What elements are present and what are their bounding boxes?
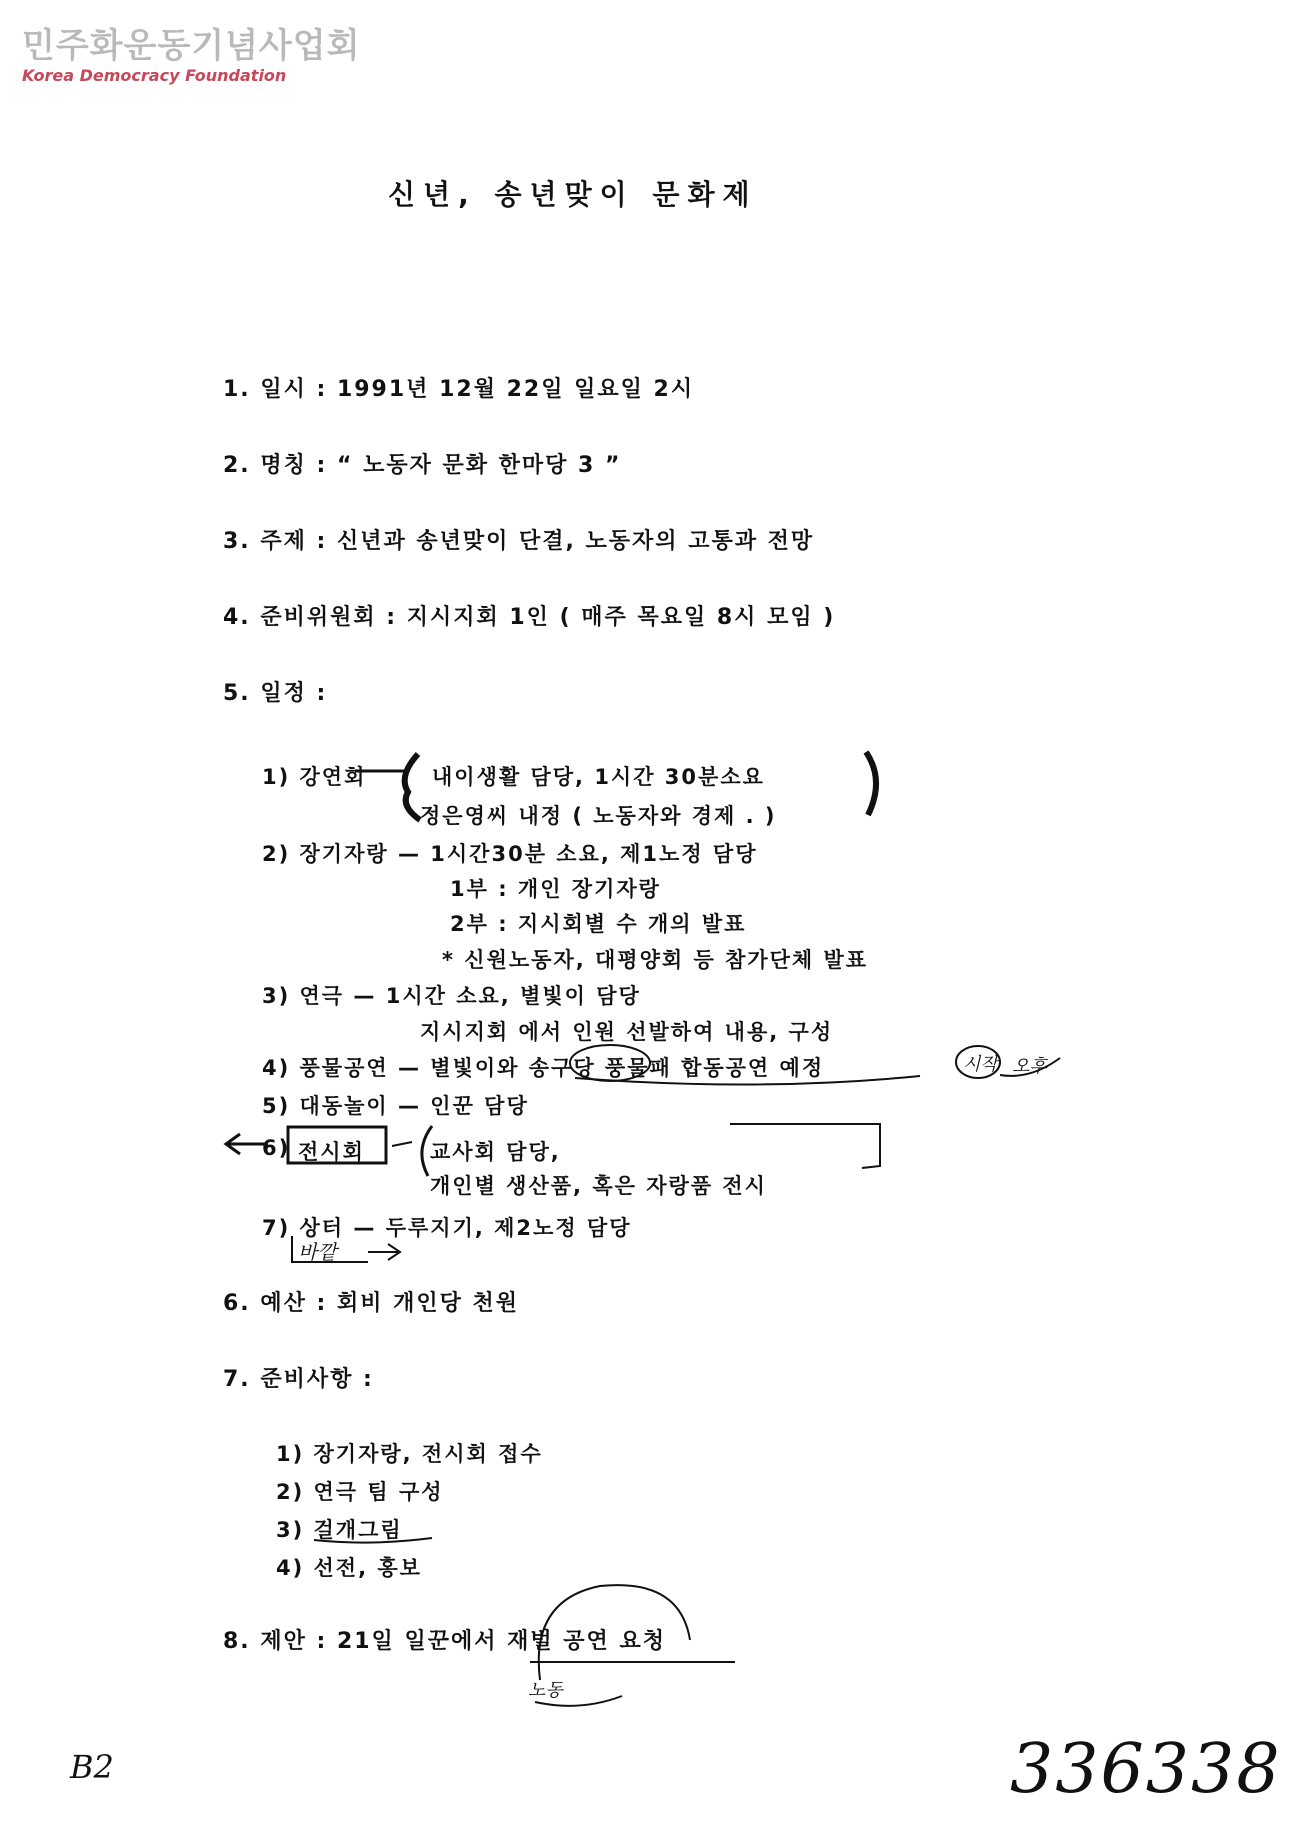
exhibition-left-arrow — [226, 1134, 268, 1154]
item-schedule-heading: 5. 일정 : — [223, 681, 328, 706]
item-preparation-heading: 7. 준비사항 : — [223, 1367, 374, 1392]
pungmul-circle — [570, 1045, 650, 1081]
prep-banner-painting: 3) 걸개그림 — [276, 1518, 403, 1542]
handwritten-start-note: 시작 — [963, 1054, 998, 1075]
prep-play-team: 2) 연극 팀 구성 — [276, 1480, 444, 1504]
document-title: 신년, 송년맞이 문화제 — [388, 178, 758, 211]
schedule-exhibition-detail-1: 교사회 담당, — [430, 1140, 561, 1164]
afternoon-note-curve — [1000, 1058, 1060, 1076]
item-theme: 3. 주제 : 신년과 송년맞이 단결, 노동자의 고통과 전망 — [223, 529, 815, 554]
foundation-logo-english: Korea Democracy Foundation — [22, 66, 287, 85]
banner-underline — [314, 1538, 432, 1543]
proposal-oval — [539, 1585, 690, 1680]
schedule-daedong-game: 5) 대동놀이 — 인꾼 담당 — [262, 1094, 529, 1118]
start-note-circle — [956, 1046, 1000, 1078]
handwritten-code: B2 — [70, 1748, 114, 1786]
exhibition-right-bracket — [730, 1124, 880, 1168]
schedule-talent-show: 2) 장기자랑 — 1시간30분 소요, 제1노정 담당 — [262, 842, 758, 866]
schedule-talent-note: * 신원노동자, 대평양회 등 참가단체 발표 — [442, 948, 869, 972]
schedule-exhibition-detail-2: 개인별 생산품, 혹은 자랑품 전시 — [430, 1174, 767, 1198]
exhibition-brace — [422, 1126, 432, 1176]
schedule-play-detail: 지시지회 에서 인원 선발하여 내용, 구성 — [420, 1020, 834, 1044]
item-proposal: 8. 제안 : 21일 일꾼에서 재벌 공연 요청 — [223, 1629, 666, 1654]
item-name: 2. 명칭 : “ 노동자 문화 한마당 3 ” — [223, 453, 622, 478]
item-budget: 6. 예산 : 회비 개인당 천원 — [223, 1291, 520, 1316]
archive-number: 336338 — [1010, 1730, 1282, 1809]
outside-note-box — [292, 1236, 368, 1262]
foundation-logo-korean: 민주화운동기념사업회 — [22, 26, 361, 66]
schedule-lecture-detail-2: 정은영씨 내정 ( 노동자와 경제 . ) — [420, 804, 777, 828]
exhibition-dash — [392, 1142, 412, 1146]
handwritten-outside-note: 바깥 — [298, 1240, 337, 1264]
item-date: 1. 일시 : 1991년 12월 22일 일요일 2시 — [223, 377, 695, 402]
item-committee: 4. 준비위원회 : 지시지회 1인 ( 매주 목요일 8시 모임 ) — [223, 605, 836, 630]
lecture-left-brace — [405, 754, 420, 820]
labor-note-curve — [535, 1696, 622, 1706]
schedule-lecture-detail-1: 내이생활 담당, 1시간 30분소요 — [432, 765, 765, 789]
outside-note-arrow — [368, 1244, 400, 1260]
schedule-lecture: 1) 강연회 — [262, 765, 367, 789]
schedule-play: 3) 연극 — 1시간 소요, 별빛이 담당 — [262, 984, 641, 1008]
schedule-exhibition: 전시회 — [298, 1140, 365, 1164]
schedule-talent-part-1: 1부 : 개인 장기자랑 — [450, 877, 661, 901]
schedule-pungmul: 4) 풍물공연 — 별빛이와 송구당 풍물패 합동공연 예정 — [262, 1056, 825, 1080]
schedule-exhibition-number: 6) — [262, 1136, 291, 1160]
exhibition-box — [288, 1127, 386, 1163]
handwritten-afternoon-note: 오후 — [1012, 1056, 1047, 1077]
lecture-right-bracket — [866, 752, 876, 815]
schedule-talent-part-2: 2부 : 지시회별 수 개의 발표 — [450, 912, 747, 936]
handwritten-labor-note: 노동 — [528, 1680, 563, 1701]
prep-promotion: 4) 선전, 홍보 — [276, 1556, 422, 1580]
schedule-market: 7) 상터 — 두루지기, 제2노정 담당 — [262, 1216, 632, 1240]
prep-registration: 1) 장기자랑, 전시회 접수 — [276, 1442, 543, 1466]
